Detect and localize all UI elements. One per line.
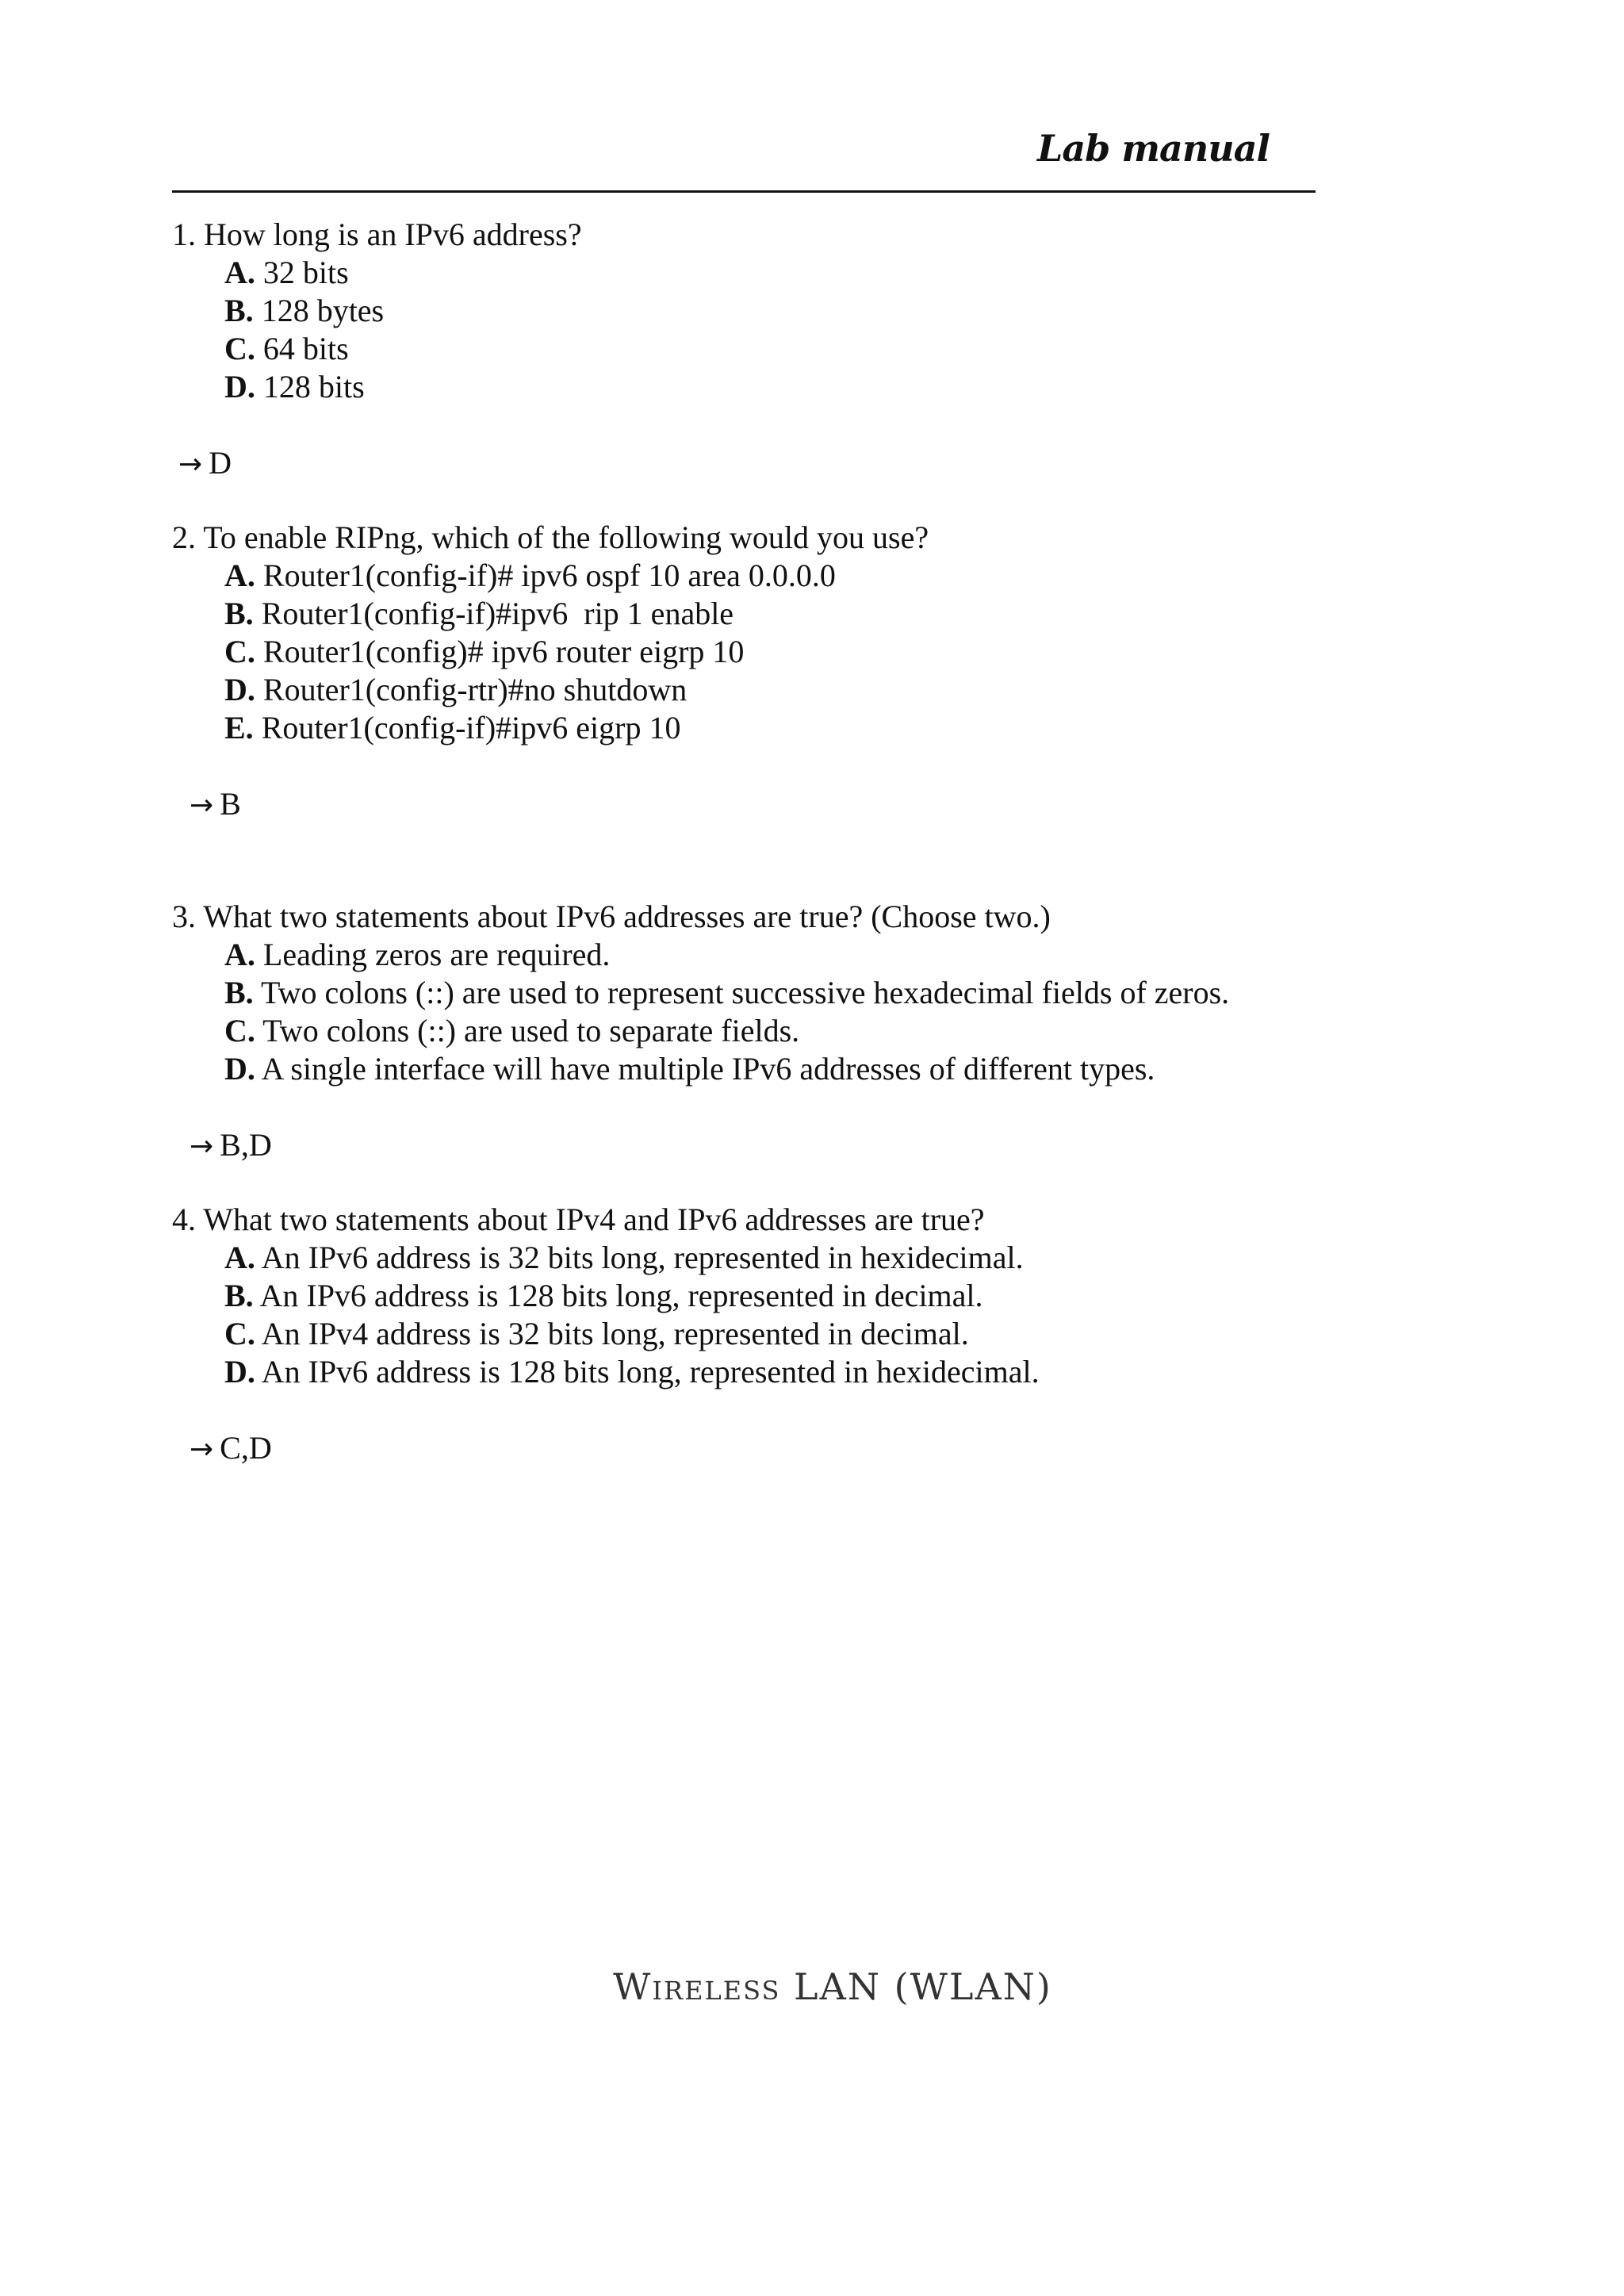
- option-item: [224, 254, 1362, 292]
- answer-value: D: [209, 445, 232, 481]
- option-letter: A.: [224, 1240, 255, 1275]
- question-4-prompt: What two statements about IPv4 and IPv6 addresses are true?: [203, 1202, 985, 1237]
- option-letter: D.: [224, 369, 255, 404]
- option-letter: A.: [224, 937, 255, 972]
- question-4-number: 4.: [172, 1202, 196, 1237]
- option-letter: E.: [224, 710, 254, 746]
- option-letter: A.: [224, 255, 255, 290]
- question-1: [172, 216, 1362, 484]
- option-item: [224, 709, 1362, 747]
- question-1-prompt: How long is an IPv6 address?: [204, 217, 582, 252]
- question-2-text: [172, 519, 1362, 557]
- option-text: An IPv4 address is 32 bits long, represented in decimal.: [255, 1316, 969, 1351]
- question-2-options: [172, 557, 1362, 747]
- option-text: 32 bits: [255, 255, 349, 290]
- option-text: Router1(config-if)#ipv6 eigrp 10: [253, 710, 681, 746]
- option-item: [224, 595, 1362, 633]
- question-2: [172, 519, 1362, 825]
- header-title: Lab manual: [1037, 127, 1270, 170]
- option-letter: C.: [224, 634, 255, 669]
- question-2-prompt: To enable RIPng, which of the following would you use?: [203, 519, 929, 555]
- option-text: An IPv6 address is 128 bits long, represented in hexidecimal.: [255, 1354, 1040, 1389]
- arrow-right-icon: →: [178, 448, 203, 481]
- question-1-options: [172, 254, 1362, 406]
- option-item: [224, 1315, 1362, 1353]
- option-item: [224, 1050, 1362, 1088]
- question-2-number: 2.: [172, 519, 196, 555]
- option-item: [224, 1277, 1362, 1315]
- option-letter: B.: [224, 293, 254, 328]
- option-letter: C.: [224, 1013, 255, 1048]
- option-text: Router1(config-rtr)#no shutdown: [255, 672, 688, 707]
- option-item: [224, 936, 1362, 974]
- option-text: Router1(config-if)# ipv6 ospf 10 area 0.0.0.0: [255, 558, 836, 593]
- option-item: [224, 1239, 1362, 1277]
- question-1-number: 1.: [172, 217, 196, 252]
- option-text: Two colons (::) are used to separate fields.: [255, 1013, 800, 1048]
- option-letter: A.: [224, 558, 255, 593]
- option-text: Two colons (::) are used to represent successive hexadecimal fields of zeros.: [253, 975, 1230, 1010]
- option-text: A single interface will have multiple IPv6 addresses of different types.: [255, 1051, 1155, 1087]
- option-text: Leading zeros are required.: [255, 937, 611, 972]
- question-3-answer: [190, 1126, 1362, 1166]
- question-3-options: [172, 936, 1362, 1088]
- question-2-answer: [190, 785, 1362, 825]
- header-divider: [172, 190, 1316, 193]
- question-3: [172, 898, 1362, 1166]
- option-item: [224, 633, 1362, 671]
- question-1-answer: [178, 444, 1362, 484]
- option-letter: B.: [224, 975, 254, 1010]
- option-letter: C.: [224, 1316, 255, 1351]
- question-4: [172, 1201, 1362, 1469]
- question-4-text: [172, 1201, 1362, 1239]
- option-item: [224, 1012, 1362, 1050]
- answer-value: C,D: [220, 1430, 272, 1466]
- option-letter: D.: [224, 672, 255, 707]
- option-text: Router1(config-if)#ipv6 rip 1 enable: [253, 596, 734, 631]
- option-letter: B.: [224, 1278, 254, 1313]
- quiz-content: [172, 216, 1362, 1504]
- arrow-right-icon: →: [190, 1433, 214, 1466]
- section-title: Wireless LAN (WLAN): [613, 1965, 1052, 2008]
- option-item: [224, 330, 1362, 368]
- option-item: [224, 1353, 1362, 1391]
- question-3-text: [172, 898, 1362, 936]
- question-1-text: [172, 216, 1362, 254]
- option-item: [224, 974, 1362, 1012]
- arrow-right-icon: →: [190, 1130, 214, 1163]
- option-item: [224, 557, 1362, 595]
- option-letter: D.: [224, 1354, 255, 1389]
- question-3-number: 3.: [172, 899, 196, 934]
- arrow-right-icon: →: [190, 789, 214, 822]
- option-item: [224, 671, 1362, 709]
- option-letter: D.: [224, 1051, 255, 1087]
- option-item: [224, 292, 1362, 330]
- option-text: 128 bits: [255, 369, 365, 404]
- option-text: Router1(config)# ipv6 router eigrp 10: [255, 634, 745, 669]
- option-item: [224, 368, 1362, 406]
- option-text: 128 bytes: [253, 293, 385, 328]
- option-letter: C.: [224, 331, 255, 366]
- question-4-answer: [190, 1429, 1362, 1469]
- answer-value: B,D: [220, 1127, 272, 1163]
- option-letter: B.: [224, 596, 254, 631]
- question-3-prompt: What two statements about IPv6 addresses are true? (Choose two.): [203, 899, 1051, 934]
- question-4-options: [172, 1239, 1362, 1391]
- option-text: An IPv6 address is 32 bits long, represented in hexidecimal.: [255, 1240, 1024, 1275]
- answer-value: B: [220, 786, 241, 822]
- option-text: 64 bits: [255, 331, 349, 366]
- option-text: An IPv6 address is 128 bits long, represented in decimal.: [253, 1278, 983, 1313]
